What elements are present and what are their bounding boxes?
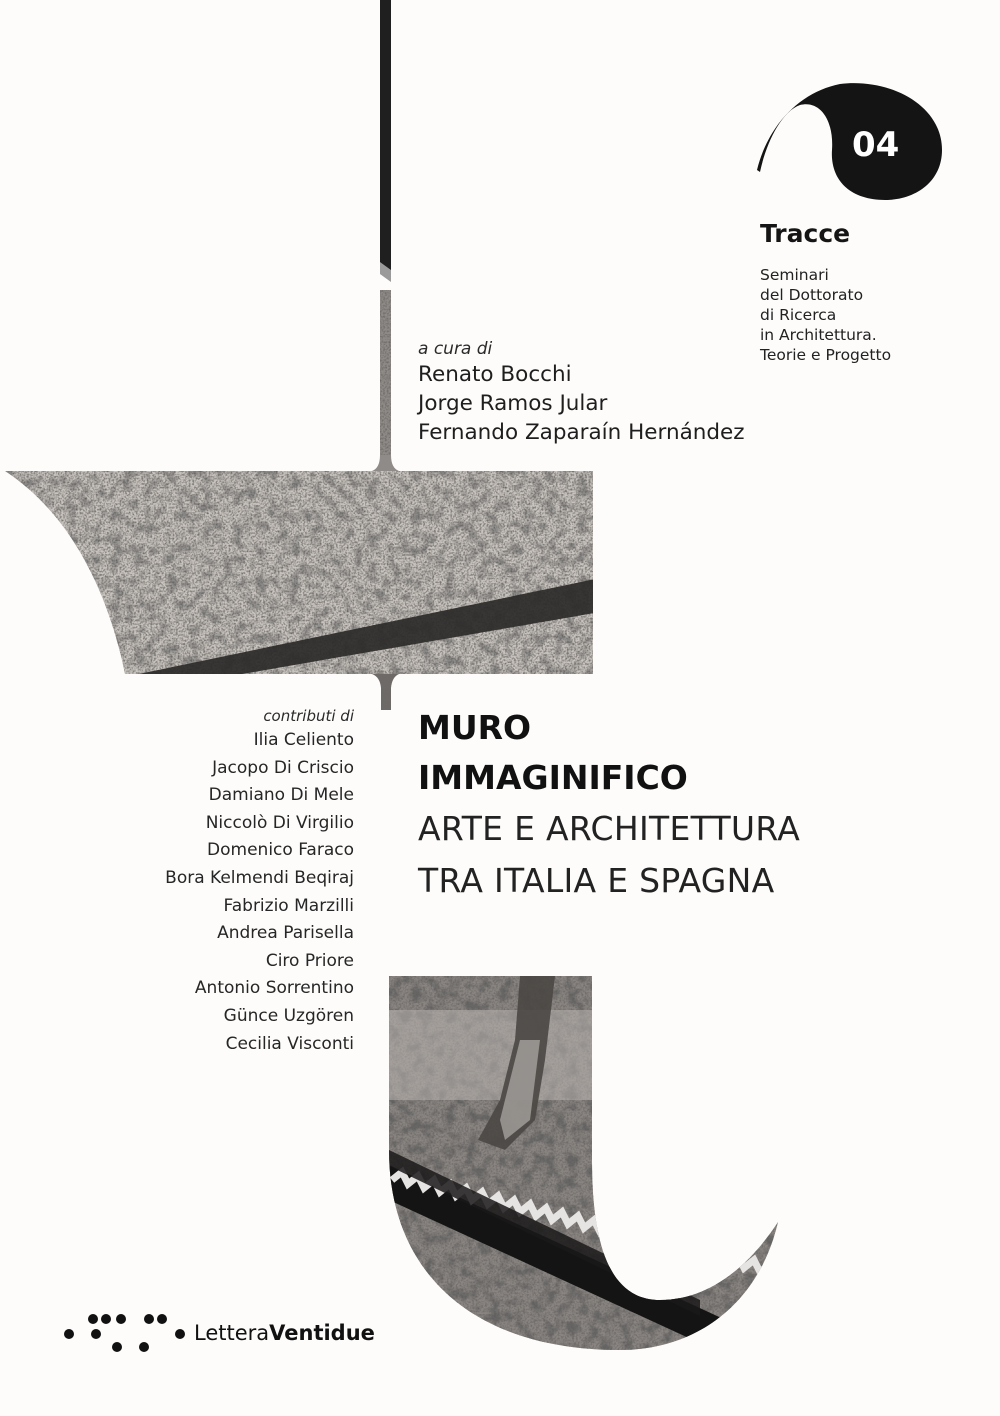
series-name: Tracce <box>760 219 851 248</box>
editors-label: a cura di <box>418 339 493 359</box>
contributor-name: Niccolò Di Virgilio <box>205 812 354 833</box>
editor-name: Renato Bocchi <box>418 362 572 387</box>
publisher-name-regular: Lettera <box>194 1321 270 1345</box>
subtitle-line: ARTE E ARCHITETTURA <box>418 809 801 848</box>
book-title <box>418 703 800 907</box>
contributor-name: Jacopo Di Criscio <box>212 757 354 778</box>
contributor-name: Antonio Sorrentino <box>194 978 354 999</box>
editor-name: Jorge Ramos Jular <box>418 391 608 416</box>
editors-block <box>418 338 745 447</box>
contributor-name: Damiano Di Mele <box>208 785 354 806</box>
publisher-name-bold: Ventidue <box>269 1321 375 1345</box>
contributor-name: Fabrizio Marzilli <box>223 895 354 916</box>
series-description-line: di Ricerca <box>760 306 837 324</box>
title-line: MURO <box>418 708 532 747</box>
contributor-name: Andrea Parisella <box>217 923 354 944</box>
contributor-name: Ilia Celiento <box>253 730 354 750</box>
series-description-line: in Architettura. <box>760 326 877 344</box>
stem-stub <box>372 674 399 710</box>
series-description-line: Teorie e Progetto <box>760 346 892 364</box>
contributor-name: Domenico Faraco <box>207 840 354 861</box>
stem-top <box>372 0 399 471</box>
title-line: IMMAGINIFICO <box>418 758 688 797</box>
contributor-name: Günce Uzgören <box>223 1005 354 1026</box>
editor-name: Fernando Zaparaín Hernández <box>418 420 745 445</box>
series-description <box>760 265 891 365</box>
contributor-name: Bora Kelmendi Beqiraj <box>165 867 354 888</box>
subtitle-line: TRA ITALIA E SPAGNA <box>418 861 775 900</box>
contributor-name: Ciro Priore <box>265 950 354 971</box>
contributor-name: Cecilia Visconti <box>225 1033 354 1054</box>
series-description-line: Seminari <box>760 266 829 284</box>
series-description-line: del Dottorato <box>760 286 864 304</box>
contributors-label: contributi di <box>263 707 354 725</box>
hook-photo <box>380 970 792 1380</box>
crossbar-photo <box>0 465 600 690</box>
publisher-name <box>194 1319 375 1347</box>
contributors-block <box>165 705 354 1058</box>
series-number: 04 <box>852 125 900 165</box>
